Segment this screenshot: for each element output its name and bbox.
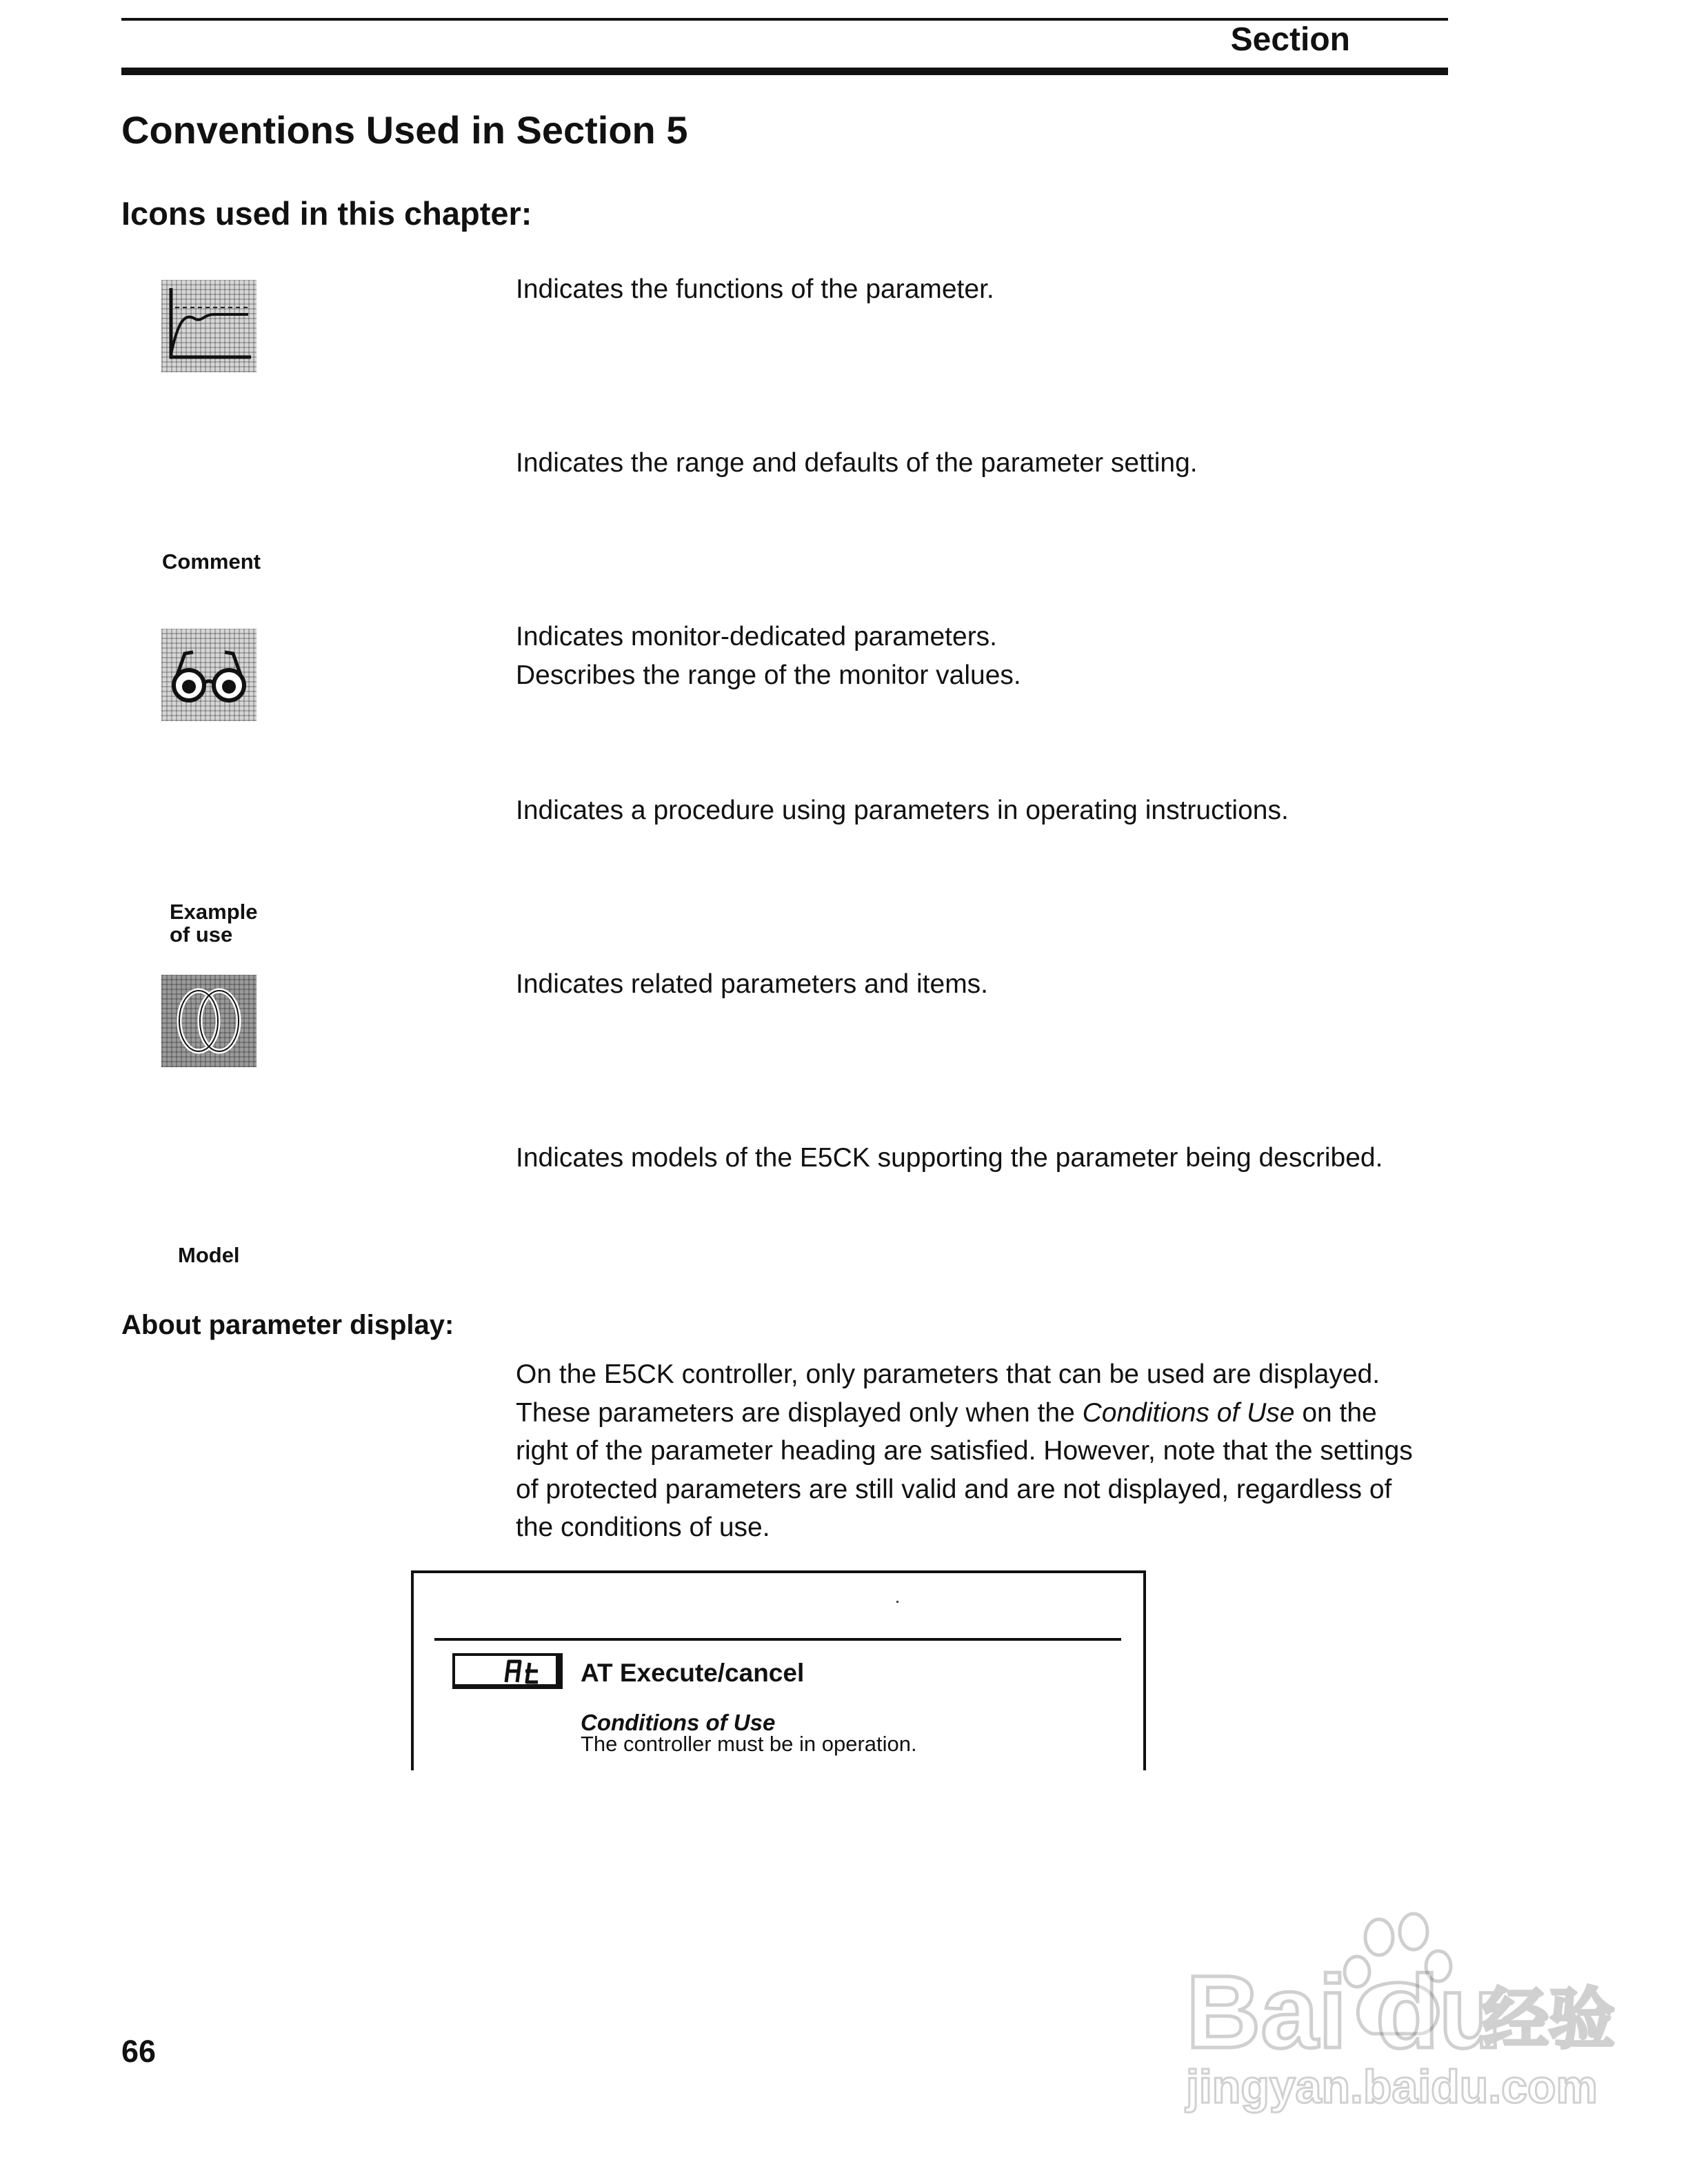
watermark-cn-text: 经验 <box>1483 1981 1615 2058</box>
desc-models: Indicates models of the E5CK supporting the parameter being described. <box>516 1143 1383 1173</box>
icons-heading: Icons used in this chapter: <box>121 195 532 232</box>
desc-related: Indicates related parameters and items. <box>516 969 989 999</box>
baidu-logo <box>1172 1896 1615 2123</box>
page-number: 66 <box>121 2034 157 2069</box>
para-line-3: right of the parameter heading are satisfied. However, note that the settings <box>516 1436 1413 1466</box>
example-of-use-label <box>170 900 258 946</box>
example-box-dot <box>896 1601 898 1603</box>
param-display-heading: About parameter display: <box>121 1310 454 1340</box>
trend-graph-icon <box>161 280 257 372</box>
comment-label: Comment <box>162 549 261 574</box>
para-line-4: of protected parameters are still valid and are not displayed, regardless of <box>516 1474 1392 1504</box>
desc-monitor <box>516 618 1021 695</box>
para-line-2 <box>516 1394 1440 1433</box>
example-label-line-2: of use <box>170 922 233 947</box>
example-box-rule <box>434 1638 1121 1641</box>
watermark-logo-text: Bai du <box>1186 1954 1503 2070</box>
header-rule-bottom <box>121 68 1448 75</box>
conditions-of-use-text: The controller must be in operation. <box>581 1732 917 1756</box>
desc-monitor-line-2: Describes the range of the monitor values. <box>516 660 1021 690</box>
param-display-paragraph <box>516 1355 1440 1547</box>
watermark-url: jingyan.baidu.com <box>1186 2061 1598 2113</box>
desc-range-defaults: Indicates the range and defaults of the parameter setting. <box>516 448 1198 478</box>
lcd-display <box>452 1653 563 1689</box>
para-line-1: On the E5CK controller, only parameters that can be used are displayed. <box>516 1359 1380 1389</box>
section-label: Section <box>1230 21 1350 58</box>
example-heading: AT Execute/cancel <box>581 1659 805 1687</box>
example-label-line-1: Example <box>170 900 258 924</box>
para-line-2-end: on the <box>1294 1397 1377 1428</box>
conditions-of-use-label: Conditions of Use <box>581 1710 776 1735</box>
glasses-icon <box>161 629 257 721</box>
desc-functions: Indicates the functions of the parameter. <box>516 274 994 304</box>
lcd-segment-glyphs <box>502 1657 546 1684</box>
page-title: Conventions Used in Section 5 <box>121 108 688 152</box>
para-line-2-start: These parameters are displayed only when the <box>516 1397 1083 1428</box>
baidu-watermark <box>1172 1896 1615 2127</box>
conditions-of-use-italic: Conditions of Use <box>1082 1397 1295 1428</box>
linked-rings-icon <box>161 975 257 1067</box>
desc-procedure: Indicates a procedure using parameters in operating instructions. <box>516 796 1289 825</box>
desc-monitor-line-1: Indicates monitor-dedicated parameters. <box>516 622 998 651</box>
para-line-5: the conditions of use. <box>516 1513 770 1542</box>
model-label: Model <box>178 1243 240 1267</box>
